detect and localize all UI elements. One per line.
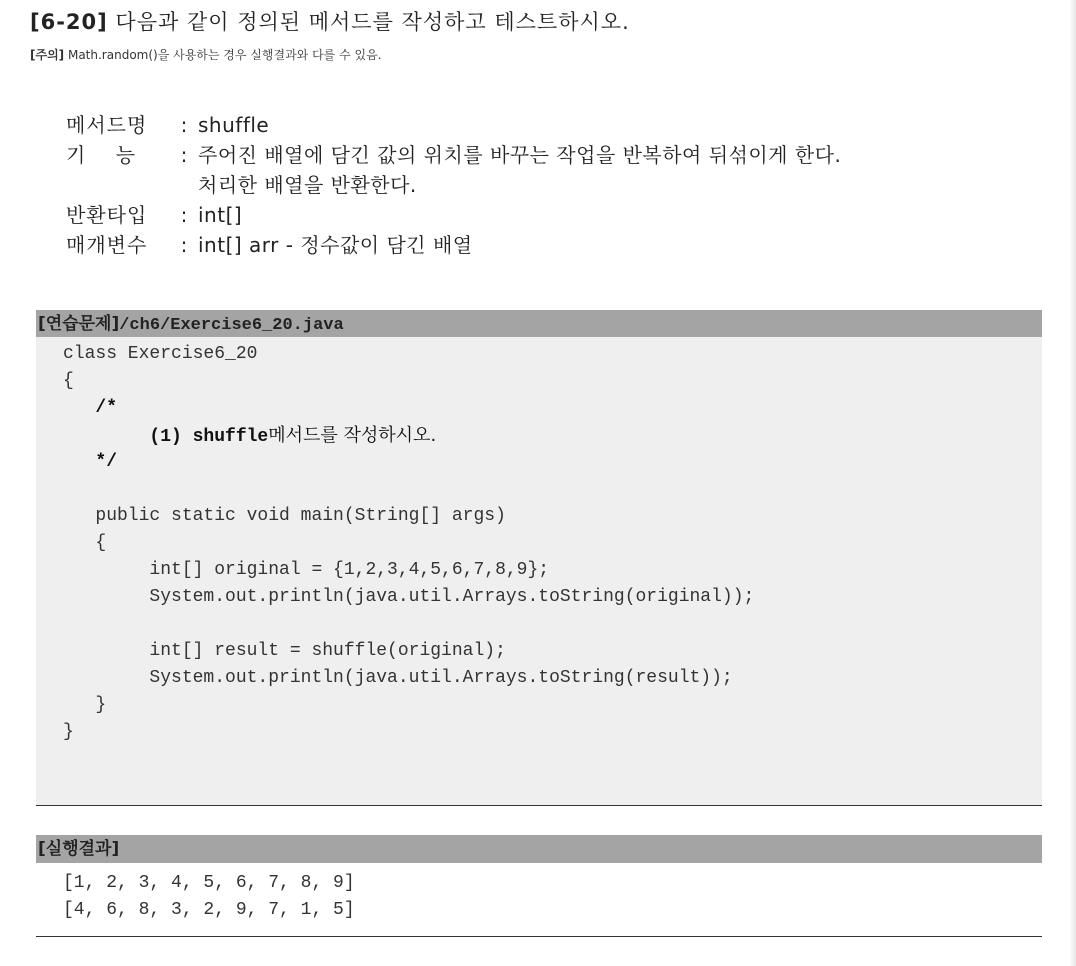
result-line: [4, 6, 8, 3, 2, 9, 7, 1, 5] [63,900,355,920]
code-line: public static void main(String[] args) [63,506,506,526]
exercise-label: [연습문제] [38,314,120,334]
spec-row-function [66,140,1056,170]
code-comment-text: (1) shuffle [63,427,269,447]
problem-note [30,46,381,63]
code-line: { [63,371,74,391]
spec-colon: : [180,143,188,167]
code-line: System.out.println(java.util.Arrays.toString(original)); [63,587,755,607]
spec-value: int[] [198,203,243,227]
exercise-path: /ch6/Exercise6_20.java [119,316,344,335]
method-spec [66,110,1056,260]
note-text: Math.random()을 사용하는 경우 실행결과와 다를 수 있음. [64,48,382,62]
note-tag: [주의] [30,48,65,62]
spec-colon: : [180,113,188,137]
spec-colon: : [180,233,188,257]
code-line: int[] result = shuffle(original); [63,641,506,661]
spec-label: 기 능 [66,143,137,167]
result-header: [실행결과] [36,835,1042,863]
code-line: int[] original = {1,2,3,4,5,6,7,8,9}; [63,560,550,580]
code-line: /* [63,398,118,418]
result-output [63,870,355,924]
spec-row-return [66,200,1056,230]
spec-colon: : [180,203,188,227]
code-line: */ [63,452,118,472]
code-line: { [63,533,107,553]
result-block [36,863,1042,937]
spec-value: 처리한 배열을 반환한다. [198,173,417,197]
spec-label: 매개변수 [66,233,148,257]
code-line: class Exercise6_20 [63,344,258,364]
problem-title [30,6,630,36]
spec-value: shuffle [198,113,270,137]
problem-text: 다음과 같이 정의된 메서드를 작성하고 테스트하시오. [107,10,630,34]
spec-row-function-cont [66,170,1056,200]
spec-row-name [66,110,1056,140]
code-line [63,476,754,503]
code-line [63,422,754,449]
spec-label: 메서드명 [66,113,148,137]
result-line: [1, 2, 3, 4, 5, 6, 7, 8, 9] [63,873,355,893]
spec-row-param [66,230,1056,260]
spec-value: int[] arr - 정수값이 담긴 배열 [198,233,473,257]
code-listing [63,341,754,746]
spec-label-spacer [66,170,170,200]
spec-label: 반환타입 [66,203,148,227]
code-line: System.out.println(java.util.Arrays.toString(result)); [63,668,733,688]
code-comment-korean: 메서드를 작성하시오. [268,425,437,446]
spec-value: 주어진 배열에 담긴 값의 위치를 바꾸는 작업을 반복하여 뒤섞이게 한다. [198,143,842,167]
code-line [63,611,754,638]
problem-number: [6-20] [30,10,108,34]
code-line: } [63,722,74,742]
spec-colon-spacer [170,170,198,200]
code-block [36,337,1042,806]
exercise-header [36,310,1042,337]
code-line: } [63,695,107,715]
page-edge-shadow [1069,0,1076,966]
